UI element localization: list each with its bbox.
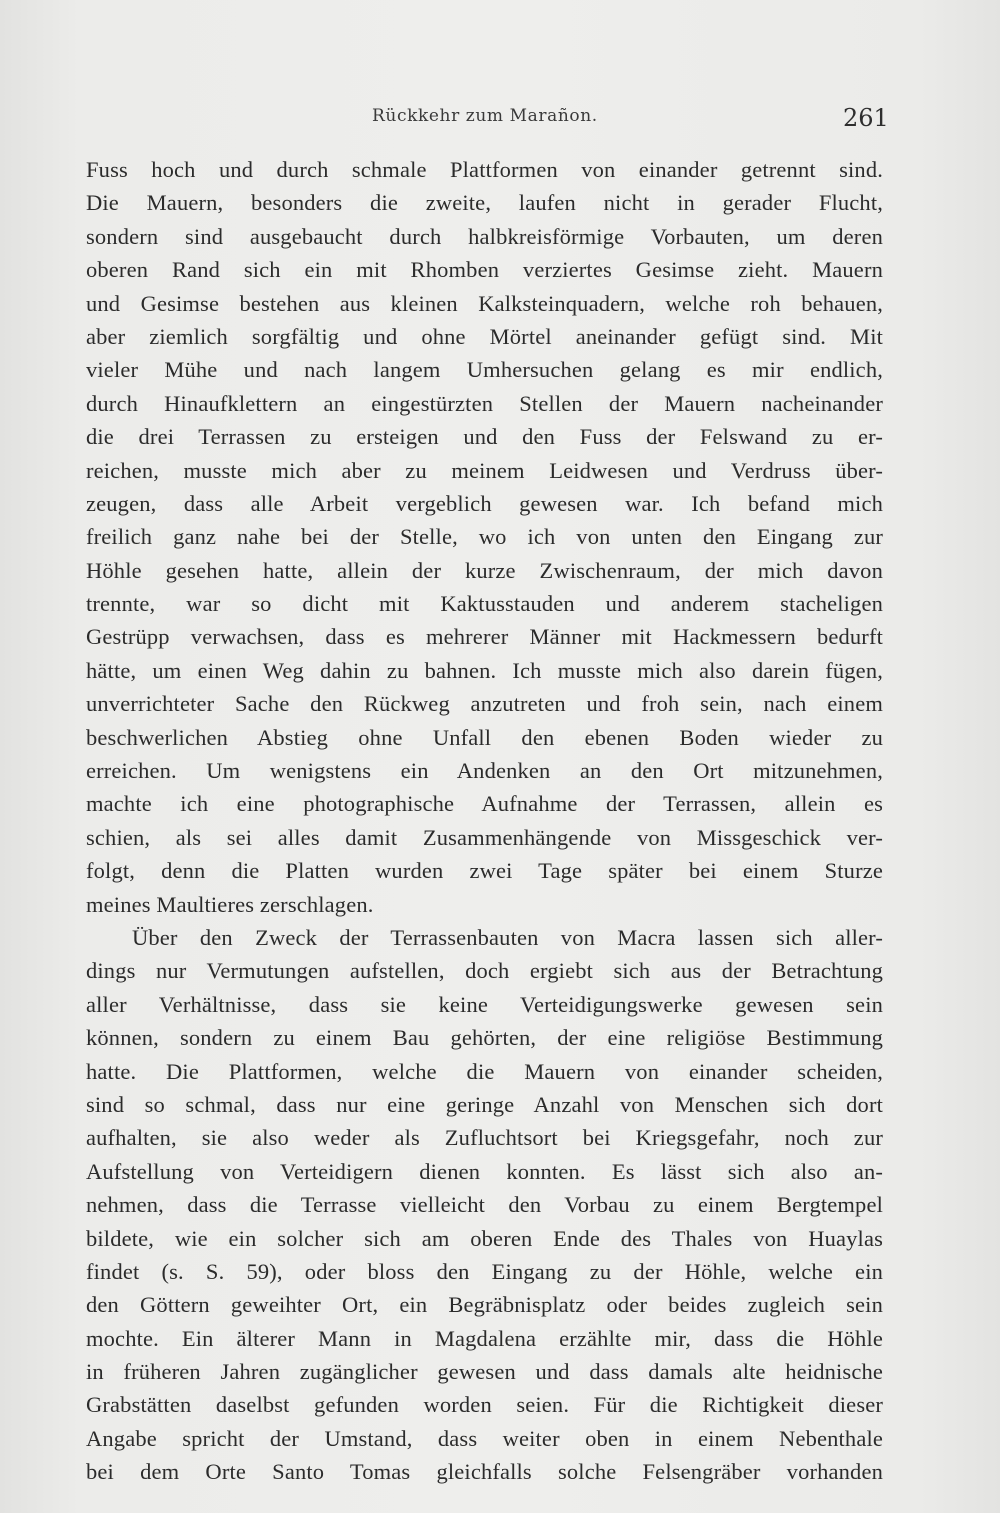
text-line: in früheren Jahren zugänglicher gewesen und dass damals alte heidnische (86, 1359, 883, 1385)
text-line: hätte, um einen Weg dahin zu bahnen. Ich musste mich also darein fügen, (86, 657, 883, 683)
paragraph-start-line: Über den Zweck der Terrassenbauten von Macra lassen sich aller- (132, 924, 883, 950)
text-line: erreichen. Um wenigstens ein Andenken an den Ort mitzunehmen, (86, 758, 883, 784)
running-header (0, 100, 1000, 140)
text-line: und Gesimse bestehen aus kleinen Kalksteinquadern, welche roh behauen, (86, 290, 883, 316)
running-title: Rückkehr zum Marañon. (372, 106, 598, 126)
text-line: die drei Terrassen zu ersteigen und den Fuss der Felswand zu er- (86, 424, 883, 450)
text-line: Höhle gesehen hatte, allein der kurze Zwischenraum, der mich davon (86, 557, 883, 583)
text-line: machte ich eine photographische Aufnahme der Terrassen, allein es (86, 791, 883, 817)
text-line: sondern sind ausgebaucht durch halbkreisförmige Vorbauten, um deren (86, 223, 883, 249)
text-line: mochte. Ein älterer Mann in Magdalena erzählte mir, dass die Höhle (86, 1325, 883, 1351)
text-line: zeugen, dass alle Arbeit vergeblich gewesen war. Ich befand mich (86, 490, 883, 516)
text-line: durch Hinaufklettern an eingestürzten Stellen der Mauern nacheinander (86, 390, 883, 416)
text-line: hatte. Die Plattformen, welche die Mauern von einander scheiden, (86, 1058, 883, 1084)
body-text (86, 153, 883, 1489)
text-line: Grabstätten daselbst gefunden worden seien. Für die Richtigkeit dieser (86, 1392, 883, 1418)
text-line: folgt, denn die Platten wurden zwei Tage später bei einem Sturze (86, 858, 883, 884)
text-line: aufhalten, sie also weder als Zufluchtsort bei Kriegsgefahr, noch zur (86, 1125, 883, 1151)
text-line: vieler Mühe und nach langem Umhersuchen gelang es mir endlich, (86, 357, 883, 383)
text-line: bildete, wie ein solcher sich am oberen Ende des Thales von Huaylas (86, 1225, 883, 1251)
text-line: freilich ganz nahe bei der Stelle, wo ich von unten den Eingang zur (86, 524, 883, 550)
text-line: sind so schmal, dass nur eine geringe Anzahl von Menschen sich dort (86, 1091, 883, 1117)
text-line: dings nur Vermutungen aufstellen, doch ergiebt sich aus der Betrachtung (86, 958, 883, 984)
page-number: 261 (843, 104, 889, 132)
text-line: reichen, musste mich aber zu meinem Leidwesen und Verdruss über- (86, 457, 883, 483)
text-line: unverrichteter Sache den Rückweg anzutreten und froh sein, nach einem (86, 691, 883, 717)
text-line: können, sondern zu einem Bau gehörten, der eine religiöse Bestimmung (86, 1025, 883, 1051)
text-line: Die Mauern, besonders die zweite, laufen nicht in gerader Flucht, (86, 190, 883, 216)
text-line: oberen Rand sich ein mit Rhomben verziertes Gesimse zieht. Mauern (86, 257, 883, 283)
text-line: schien, als sei alles damit Zusammenhängende von Missgeschick ver- (86, 824, 883, 850)
text-line: Angabe spricht der Umstand, dass weiter oben in einem Nebenthale (86, 1425, 883, 1451)
text-line: findet (s. S. 59), oder bloss den Eingang zu der Höhle, welche ein (86, 1258, 883, 1284)
text-line: nehmen, dass die Terrasse vielleicht den Vorbau zu einem Bergtempel (86, 1192, 883, 1218)
text-line: Gestrüpp verwachsen, dass es mehrerer Männer mit Hackmessern bedurft (86, 624, 883, 650)
text-line: beschwerlichen Abstieg ohne Unfall den ebenen Boden wieder zu (86, 724, 883, 750)
text-line: aller Verhältnisse, dass sie keine Verteidigungswerke gewesen sein (86, 991, 883, 1017)
text-line: den Göttern geweihter Ort, ein Begräbnisplatz oder beides zugleich sein (86, 1292, 883, 1318)
text-line: bei dem Orte Santo Tomas gleichfalls solche Felsengräber vorhanden (86, 1459, 883, 1485)
text-line: Aufstellung von Verteidigern dienen konnten. Es lässt sich also an- (86, 1158, 883, 1184)
text-line: aber ziemlich sorgfältig und ohne Mörtel aneinander gefügt sind. Mit (86, 323, 883, 349)
paragraph-end-line: meines Maultieres zerschlagen. (86, 891, 374, 917)
text-line: Fuss hoch und durch schmale Plattformen von einander getrennt sind. (86, 157, 883, 182)
text-line: trennte, war so dicht mit Kaktusstauden und anderem stacheligen (86, 591, 883, 617)
